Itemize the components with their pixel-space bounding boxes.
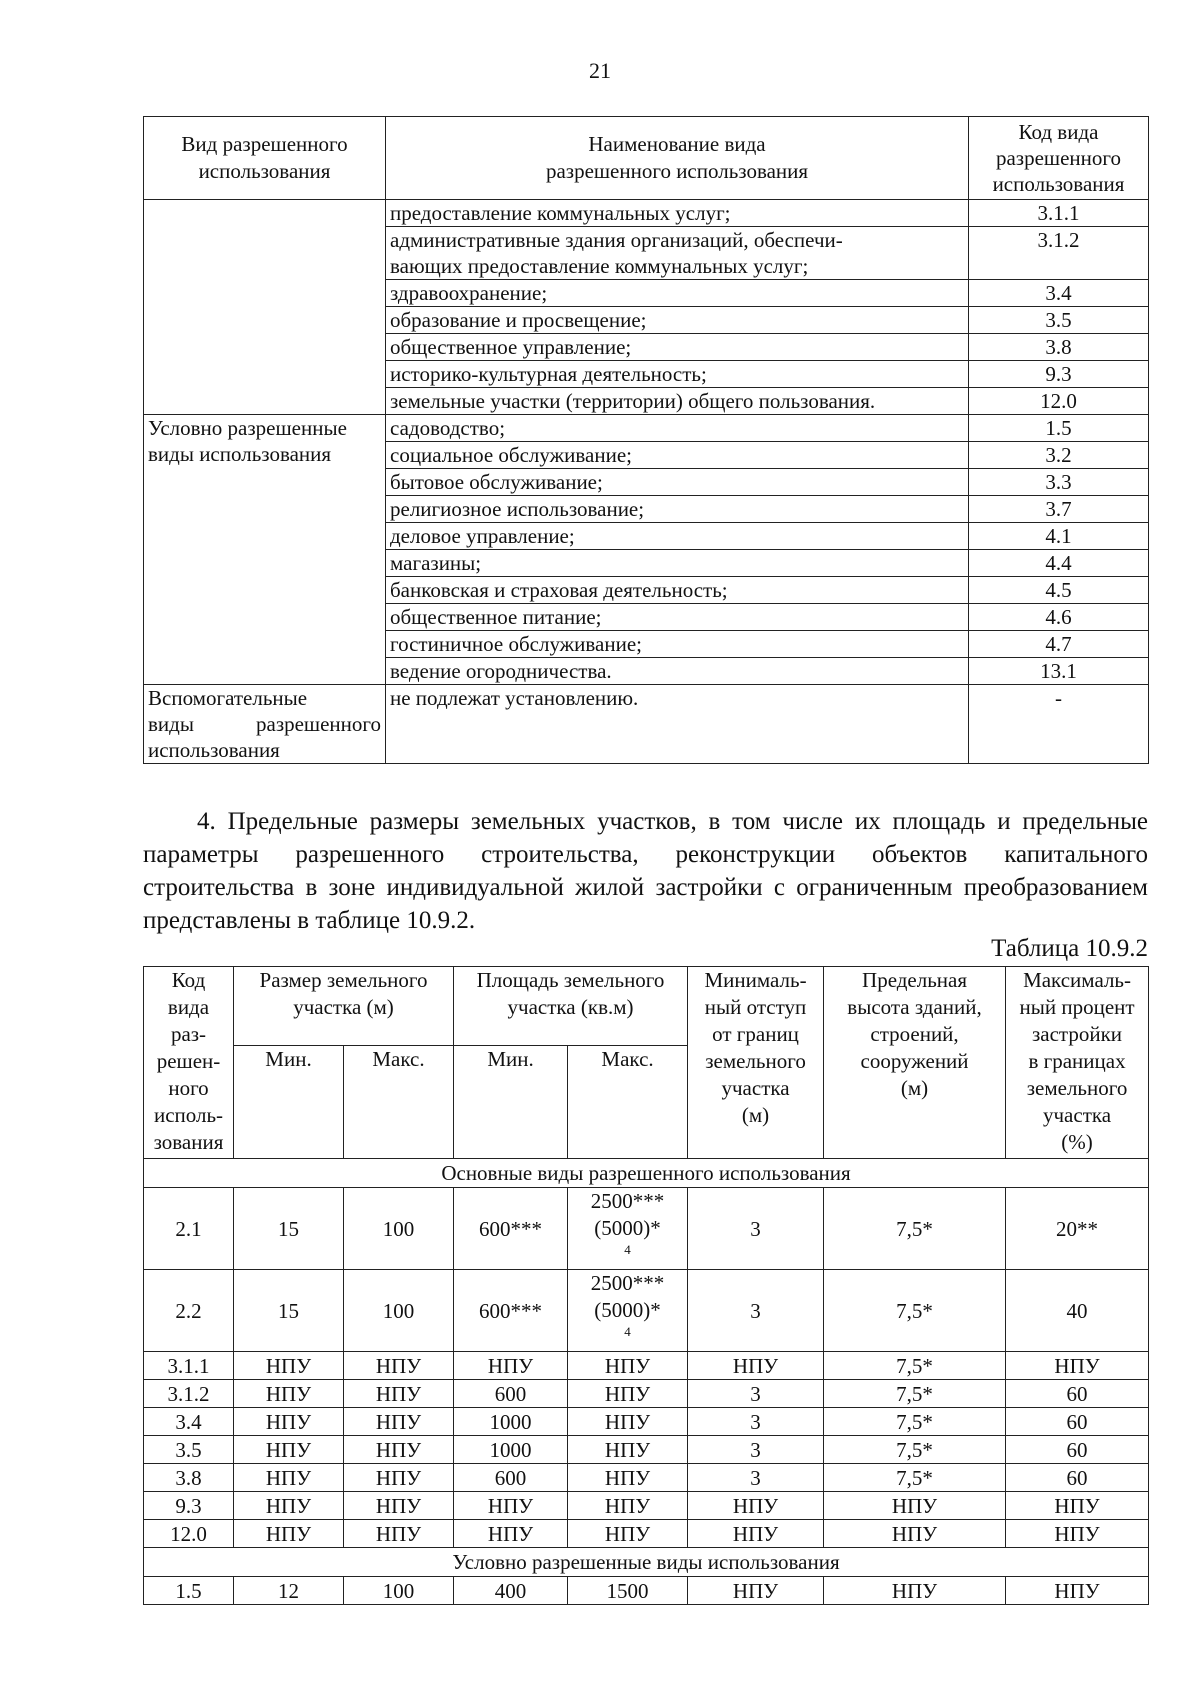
section-title: Основные виды разрешенного использования bbox=[144, 1159, 1149, 1188]
cell-setback: 3 bbox=[688, 1436, 824, 1464]
cell-height: 7,5* bbox=[824, 1380, 1006, 1408]
use-name: гостиничное обслуживание; bbox=[386, 631, 969, 658]
use-name: ведение огородничества. bbox=[386, 658, 969, 685]
use-code: 3.7 bbox=[969, 496, 1149, 523]
cell-size-min: НПУ bbox=[234, 1408, 344, 1436]
cell-size-max: 100 bbox=[344, 1188, 454, 1270]
table-row bbox=[144, 1492, 1149, 1520]
cell-size-max: НПУ bbox=[344, 1352, 454, 1380]
use-name: общественное управление; bbox=[386, 334, 969, 361]
table-caption: Таблица 10.9.2 bbox=[991, 935, 1148, 962]
header-use-name: Наименование вида разрешенного использования bbox=[386, 117, 969, 200]
cell-setback: НПУ bbox=[688, 1520, 824, 1548]
use-code: 4.7 bbox=[969, 631, 1149, 658]
cell-size-min: НПУ bbox=[234, 1520, 344, 1548]
table-row bbox=[144, 1188, 1149, 1270]
table-row bbox=[144, 1270, 1149, 1352]
cell-code: 3.4 bbox=[144, 1408, 234, 1436]
cell-area-min: 600 bbox=[454, 1380, 568, 1408]
cell-setback: 3 bbox=[688, 1270, 824, 1352]
use-code: 1.5 bbox=[969, 415, 1149, 442]
table-row bbox=[144, 1352, 1149, 1380]
cell-area-min: 600*** bbox=[454, 1270, 568, 1352]
cell-setback: НПУ bbox=[688, 1492, 824, 1520]
cell-code: 1.5 bbox=[144, 1577, 234, 1605]
cell-setback: 3 bbox=[688, 1188, 824, 1270]
cell-setback: 3 bbox=[688, 1380, 824, 1408]
header-code: Код вида раз- решен- ного исполь- зования bbox=[144, 967, 234, 1159]
cell-area-max: 1500 bbox=[568, 1577, 688, 1605]
use-name: социальное обслуживание; bbox=[386, 442, 969, 469]
section-title: Условно разрешенные виды использования bbox=[144, 1548, 1149, 1577]
use-name: банковская и страховая деятельность; bbox=[386, 577, 969, 604]
table-row bbox=[144, 1408, 1149, 1436]
table-row bbox=[144, 1436, 1149, 1464]
use-code: 12.0 bbox=[969, 388, 1149, 415]
header-plot-area: Площадь земельного участка (кв.м) bbox=[454, 967, 688, 1046]
header-area-max: Макс. bbox=[568, 1046, 688, 1159]
header-height: Предельная высота зданий, строений, сооружений (м) bbox=[824, 967, 1006, 1159]
cell-coverage: 40 bbox=[1006, 1270, 1149, 1352]
cell-height: 7,5* bbox=[824, 1270, 1006, 1352]
use-name: образование и просвещение; bbox=[386, 307, 969, 334]
header-use-type: Вид разрешенного использования bbox=[144, 117, 386, 200]
use-name: земельные участки (территории) общего пользования. bbox=[386, 388, 969, 415]
use-code: 4.5 bbox=[969, 577, 1149, 604]
header-size-max: Макс. bbox=[344, 1046, 454, 1159]
cell-setback: НПУ bbox=[688, 1577, 824, 1605]
limits-table bbox=[143, 966, 1149, 1605]
section-row-main bbox=[144, 1159, 1149, 1188]
permitted-use-table bbox=[143, 116, 1149, 764]
use-code: 3.4 bbox=[969, 280, 1149, 307]
table-row bbox=[144, 1577, 1149, 1605]
use-name: садоводство; bbox=[386, 415, 969, 442]
section-row-conditional bbox=[144, 1548, 1149, 1577]
group-label-auxiliary: Вспомогательные виды разрешенного использования bbox=[144, 685, 386, 764]
cell-size-max: НПУ bbox=[344, 1464, 454, 1492]
cell-code: 2.1 bbox=[144, 1188, 234, 1270]
cell-height: 7,5* bbox=[824, 1408, 1006, 1436]
cell-area-max: 2500*** (5000)* $^4$ bbox=[568, 1270, 688, 1352]
cell-code: 3.8 bbox=[144, 1464, 234, 1492]
use-code: 4.4 bbox=[969, 550, 1149, 577]
header-plot-size: Размер земельного участка (м) bbox=[234, 967, 454, 1046]
section-4-paragraph: 4. Предельные размеры земельных участков, в том числе их площадь и предельные параметры разрешенного строительства, реконструкции объектов капитального строительства в зоне индивидуальной жилой застройки с ограниченным преобразованием представлены в таблице 10.9.2. bbox=[143, 808, 1148, 934]
cell-size-max: НПУ bbox=[344, 1380, 454, 1408]
table-row bbox=[144, 415, 1149, 442]
cell-height: НПУ bbox=[824, 1577, 1006, 1605]
cell-area-min: 1000 bbox=[454, 1436, 568, 1464]
cell-coverage: НПУ bbox=[1006, 1352, 1149, 1380]
group-label-continued bbox=[144, 200, 386, 415]
cell-size-max: НПУ bbox=[344, 1492, 454, 1520]
use-name: предоставление коммунальных услуг; bbox=[386, 200, 969, 227]
cell-height: НПУ bbox=[824, 1520, 1006, 1548]
cell-size-min: НПУ bbox=[234, 1352, 344, 1380]
use-code: 3.1.1 bbox=[969, 200, 1149, 227]
cell-size-min: НПУ bbox=[234, 1464, 344, 1492]
cell-coverage: 60 bbox=[1006, 1464, 1149, 1492]
cell-area-min: НПУ bbox=[454, 1352, 568, 1380]
use-name: религиозное использование; bbox=[386, 496, 969, 523]
use-name: здравоохранение; bbox=[386, 280, 969, 307]
cell-height: 7,5* bbox=[824, 1352, 1006, 1380]
use-name: не подлежат установлению. bbox=[386, 685, 969, 764]
use-code: 3.1.2 bbox=[969, 227, 1149, 280]
use-code: 4.6 bbox=[969, 604, 1149, 631]
cell-coverage: НПУ bbox=[1006, 1577, 1149, 1605]
cell-coverage: НПУ bbox=[1006, 1492, 1149, 1520]
cell-height: 7,5* bbox=[824, 1188, 1006, 1270]
cell-area-max: НПУ bbox=[568, 1464, 688, 1492]
cell-size-max: НПУ bbox=[344, 1520, 454, 1548]
cell-area-max: НПУ bbox=[568, 1380, 688, 1408]
cell-area-max: НПУ bbox=[568, 1352, 688, 1380]
cell-code: 9.3 bbox=[144, 1492, 234, 1520]
cell-setback: 3 bbox=[688, 1464, 824, 1492]
cell-setback: 3 bbox=[688, 1408, 824, 1436]
table-row bbox=[144, 1464, 1149, 1492]
cell-size-max: НПУ bbox=[344, 1436, 454, 1464]
header-use-code: Код вида разрешенного использования bbox=[969, 117, 1149, 200]
table-row bbox=[144, 1380, 1149, 1408]
table-row bbox=[144, 200, 1149, 227]
use-code: 3.3 bbox=[969, 469, 1149, 496]
cell-area-max: НПУ bbox=[568, 1436, 688, 1464]
cell-coverage: 60 bbox=[1006, 1408, 1149, 1436]
cell-code: 12.0 bbox=[144, 1520, 234, 1548]
header-setback: Минималь- ный отступ от границ земельного участка (м) bbox=[688, 967, 824, 1159]
cell-area-max: НПУ bbox=[568, 1520, 688, 1548]
table-row bbox=[144, 1520, 1149, 1548]
cell-area-min: 1000 bbox=[454, 1408, 568, 1436]
use-code: 13.1 bbox=[969, 658, 1149, 685]
table-header-row bbox=[144, 967, 1149, 1046]
cell-size-min: НПУ bbox=[234, 1436, 344, 1464]
cell-area-max: НПУ bbox=[568, 1408, 688, 1436]
cell-height: 7,5* bbox=[824, 1436, 1006, 1464]
cell-coverage: НПУ bbox=[1006, 1520, 1149, 1548]
table-row bbox=[144, 685, 1149, 764]
use-name: деловое управление; bbox=[386, 523, 969, 550]
use-name: бытовое обслуживание; bbox=[386, 469, 969, 496]
use-code: 3.2 bbox=[969, 442, 1149, 469]
use-code: 9.3 bbox=[969, 361, 1149, 388]
cell-setback: НПУ bbox=[688, 1352, 824, 1380]
cell-size-min: 15 bbox=[234, 1188, 344, 1270]
page-number: 21 bbox=[589, 58, 611, 83]
cell-coverage: 20** bbox=[1006, 1188, 1149, 1270]
use-code: 3.5 bbox=[969, 307, 1149, 334]
cell-size-max: 100 bbox=[344, 1270, 454, 1352]
group-label-conditional: Условно разрешенные виды использования bbox=[144, 415, 386, 685]
cell-area-min: НПУ bbox=[454, 1492, 568, 1520]
cell-size-min: 12 bbox=[234, 1577, 344, 1605]
cell-height: 7,5* bbox=[824, 1464, 1006, 1492]
cell-area-max: НПУ bbox=[568, 1492, 688, 1520]
use-name: магазины; bbox=[386, 550, 969, 577]
table-header-row bbox=[144, 117, 1149, 200]
cell-code: 3.1.1 bbox=[144, 1352, 234, 1380]
cell-height: НПУ bbox=[824, 1492, 1006, 1520]
cell-size-min: НПУ bbox=[234, 1380, 344, 1408]
cell-size-max: НПУ bbox=[344, 1408, 454, 1436]
header-size-min: Мин. bbox=[234, 1046, 344, 1159]
cell-area-min: 400 bbox=[454, 1577, 568, 1605]
cell-code: 3.5 bbox=[144, 1436, 234, 1464]
use-name: общественное питание; bbox=[386, 604, 969, 631]
use-code: 4.1 bbox=[969, 523, 1149, 550]
header-coverage: Максималь- ный процент застройки в границах земельного участка (%) bbox=[1006, 967, 1149, 1159]
use-name: административные здания организаций, обеспечи- вающих предоставление коммунальных услуг; bbox=[386, 227, 969, 280]
cell-code: 2.2 bbox=[144, 1270, 234, 1352]
cell-size-max: 100 bbox=[344, 1577, 454, 1605]
use-code: - bbox=[969, 685, 1149, 764]
cell-size-min: НПУ bbox=[234, 1492, 344, 1520]
use-code: 3.8 bbox=[969, 334, 1149, 361]
cell-code: 3.1.2 bbox=[144, 1380, 234, 1408]
header-area-min: Мин. bbox=[454, 1046, 568, 1159]
cell-size-min: 15 bbox=[234, 1270, 344, 1352]
cell-area-min: 600*** bbox=[454, 1188, 568, 1270]
cell-area-min: НПУ bbox=[454, 1520, 568, 1548]
cell-coverage: 60 bbox=[1006, 1436, 1149, 1464]
cell-area-min: 600 bbox=[454, 1464, 568, 1492]
cell-coverage: 60 bbox=[1006, 1380, 1149, 1408]
cell-area-max: 2500*** (5000)* $^4$ bbox=[568, 1188, 688, 1270]
use-name: историко-культурная деятельность; bbox=[386, 361, 969, 388]
